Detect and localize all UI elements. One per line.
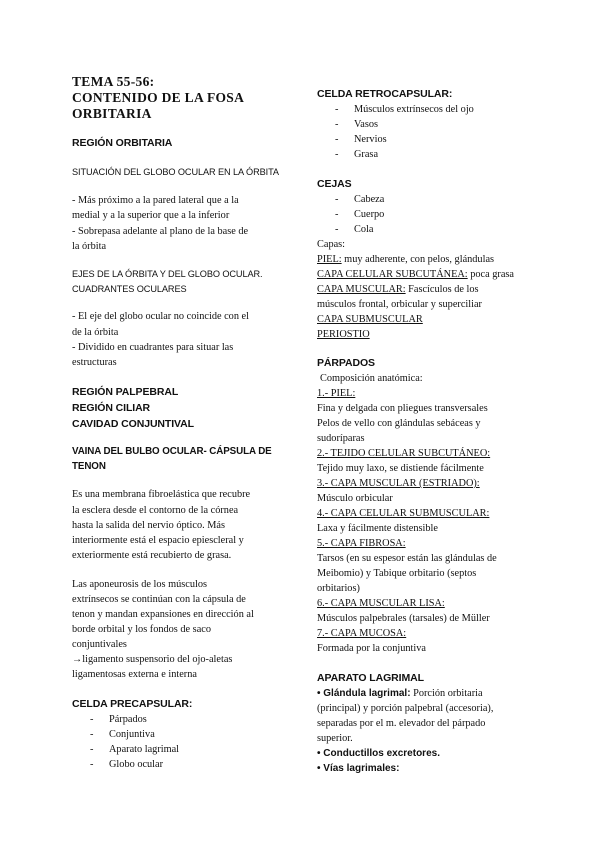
capa-desc: músculos frontal, orbicular y superciliar	[317, 299, 482, 310]
capa-line	[317, 267, 514, 282]
list-item-text: Párpados	[109, 714, 147, 725]
text-line: - Dividido en cuadrantes para situar las	[72, 342, 234, 353]
text-line: - Sobrepasa adelante al plano de la base de	[72, 226, 249, 237]
heading-region-palpebral: REGIÓN PALPEBRAL	[72, 386, 179, 398]
text-line: extrínsecos se continúan con la cápsula de	[72, 594, 246, 605]
capa-name: 3.- CAPA MUSCULAR (ESTRIADO):	[317, 478, 480, 489]
parpado-line	[317, 521, 438, 536]
text-line: tenon y mandan expansiones en dirección al	[72, 609, 254, 620]
capa-line	[317, 252, 494, 267]
page-title	[72, 74, 244, 122]
title-line: TEMA 55-56:	[72, 74, 155, 89]
capa-desc: muy adherente, con pelos, glándulas	[341, 254, 495, 265]
heading-aparato-lagrimal: APARATO LAGRIMAL	[317, 672, 424, 684]
list-item: - Globo ocular	[90, 759, 164, 770]
capa-desc: Fascículos de los	[405, 284, 479, 295]
list-item: - Cola	[335, 224, 374, 235]
glandula-label: • Glándula lagrimal:	[317, 688, 411, 699]
list-item: - Vasos	[335, 119, 379, 130]
text-line: separadas por el m. elevador del párpado	[317, 718, 486, 729]
parpado-line	[317, 626, 406, 641]
parpado-line	[317, 386, 355, 401]
text-line: superior.	[317, 733, 353, 744]
text-line: estructuras	[72, 357, 117, 368]
list-item: - Cabeza	[335, 194, 385, 205]
text-line: borde orbital y los fondos de saco	[72, 624, 211, 635]
list-item: - Músculos extrínsecos del ojo	[335, 104, 474, 115]
title-line: ORBITARIA	[72, 106, 152, 121]
capa-desc: Meibomio) y Tabique orbitario (septos	[317, 568, 477, 579]
capa-desc: poca grasa	[467, 269, 514, 280]
list-item: - Conjuntiva	[90, 729, 155, 740]
glandula-line	[317, 686, 483, 701]
text-line: (principal) y porción palpebral (accesoria),	[317, 703, 494, 714]
capa-name: CAPA CELULAR SUBCUTÁNEA:	[317, 269, 468, 280]
parpado-line	[317, 461, 484, 476]
parpado-line	[317, 641, 426, 656]
capa-name: PERIOSTIO	[317, 329, 370, 340]
composicion-label: Composición anatómica:	[320, 373, 423, 384]
parpado-line	[317, 431, 364, 446]
heading-precapsular: CELDA PRECAPSULAR:	[72, 698, 193, 710]
list-item-text: Nervios	[354, 134, 387, 145]
list-item-text: Músculos extrínsecos del ojo	[354, 104, 474, 115]
capa-name: PIEL:	[317, 254, 342, 265]
capa-line	[317, 282, 479, 297]
text-line: ligamentosas externa e interna	[72, 669, 197, 680]
heading-vaina: VAINA DEL BULBO OCULAR- CÁPSULA DE	[72, 446, 272, 457]
text-line: exteriormente está recubierto de grasa.	[72, 550, 232, 561]
heading-ejes: EJES DE LA ÓRBITA Y DEL GLOBO OCULAR.	[72, 269, 263, 279]
parpado-line	[317, 476, 480, 491]
capa-line	[317, 297, 482, 312]
capa-name: 5.- CAPA FIBROSA:	[317, 538, 406, 549]
heading-parpados: PÁRPADOS	[317, 357, 375, 369]
capas-label: Capas:	[317, 239, 346, 250]
capa-desc: Tarsos (en su espesor están las glándulas de	[317, 553, 497, 564]
capa-desc: Laxa y fácilmente distensible	[317, 523, 438, 534]
capa-desc: Pelos de vello con glándulas sebáceas y	[317, 418, 481, 429]
capa-line	[317, 327, 370, 342]
capa-desc: Músculo orbicular	[317, 493, 393, 504]
parpado-line	[317, 416, 481, 431]
heading-vaina: TENON	[72, 461, 106, 472]
title-line: CONTENIDO DE LA FOSA	[72, 90, 245, 105]
capa-name: CAPA SUBMUSCULAR	[317, 314, 423, 325]
heading-situacion: SITUACIÓN DEL GLOBO OCULAR EN LA ÓRBITA	[72, 167, 279, 177]
capa-name: 1.- PIEL:	[317, 388, 356, 399]
parpado-line	[317, 581, 360, 596]
parpado-line	[317, 491, 393, 506]
heading-cavidad-conjuntival: CAVIDAD CONJUNTIVAL	[72, 418, 194, 430]
text-line: hasta la salida del nervio óptico. Más	[72, 520, 225, 531]
list-item: - Grasa	[335, 149, 379, 160]
text-line: la órbita	[72, 241, 107, 252]
text-line: interiormente está el espacio epiescleral y	[72, 535, 244, 546]
parpado-line	[317, 536, 406, 551]
list-item: - Párpados	[90, 714, 147, 725]
capa-desc: Formada por la conjuntiva	[317, 643, 426, 654]
parpado-line	[317, 506, 489, 521]
parpado-line	[317, 596, 445, 611]
capa-name: 2.- TEJIDO CELULAR SUBCUTÁNEO:	[317, 448, 491, 459]
capa-name: 6.- CAPA MUSCULAR LISA:	[317, 598, 445, 609]
heading-region-ciliar: REGIÓN CILIAR	[72, 402, 151, 414]
list-item-text: Globo ocular	[109, 759, 164, 770]
list-item-text: Cuerpo	[354, 209, 385, 220]
list-item: - Cuerpo	[335, 209, 385, 220]
parpado-line	[317, 551, 497, 566]
capa-desc: Fina y delgada con pliegues transversales	[317, 403, 488, 414]
capa-desc: sudoríparas	[317, 433, 365, 444]
text-line: Las aponeurosis de los músculos	[72, 579, 207, 590]
parpado-line	[317, 611, 490, 626]
heading-retrocapsular: CELDA RETROCAPSULAR:	[317, 88, 453, 100]
heading-region-orbitaria: REGIÓN ORBITARIA	[72, 137, 173, 149]
parpado-line	[317, 446, 490, 461]
list-item: - Nervios	[335, 134, 387, 145]
capa-name: CAPA MUSCULAR:	[317, 284, 406, 295]
text-line: - Más próximo a la pared lateral que a la	[72, 195, 239, 206]
list-item-text: Aparato lagrimal	[109, 744, 180, 755]
capa-desc: orbitarios)	[317, 583, 360, 594]
list-item-text: Vasos	[354, 119, 379, 130]
heading-ejes: CUADRANTES OCULARES	[72, 284, 187, 294]
capa-desc: Tejido muy laxo, se distiende fácilmente	[317, 463, 484, 474]
list-item-text: Cola	[354, 224, 374, 235]
glandula-desc: Porción orbitaria	[410, 688, 483, 699]
list-item-text: Conjuntiva	[109, 729, 155, 740]
parpado-line	[317, 401, 488, 416]
capa-line	[317, 312, 423, 327]
text-line: la esclera desde el contorno de la córnea	[72, 505, 239, 516]
conductillos-line: • Conductillos excretores.	[317, 748, 440, 759]
list-item-text: Cabeza	[354, 194, 385, 205]
capa-name: 4.- CAPA CELULAR SUBMUSCULAR:	[317, 508, 490, 519]
text-line: →ligamento suspensorio del ojo-aletas	[72, 654, 233, 665]
list-item: - Aparato lagrimal	[90, 744, 180, 755]
heading-cejas: CEJAS	[317, 178, 352, 190]
text-line: - El eje del globo ocular no coincide con el	[72, 311, 249, 322]
capa-name: 7.- CAPA MUCOSA:	[317, 628, 407, 639]
vias-line: • Vías lagrimales:	[317, 763, 400, 774]
text-line: de la órbita	[72, 327, 119, 338]
capa-desc: Músculos palpebrales (tarsales) de Müller	[317, 613, 490, 624]
list-item-text: Grasa	[354, 149, 379, 160]
text-line: conjuntivales	[72, 639, 127, 650]
parpado-line	[317, 566, 476, 581]
text-line: medial y a la superior que a la inferior	[72, 210, 230, 221]
text-line: Es una membrana fibroelástica que recubre	[72, 489, 251, 500]
